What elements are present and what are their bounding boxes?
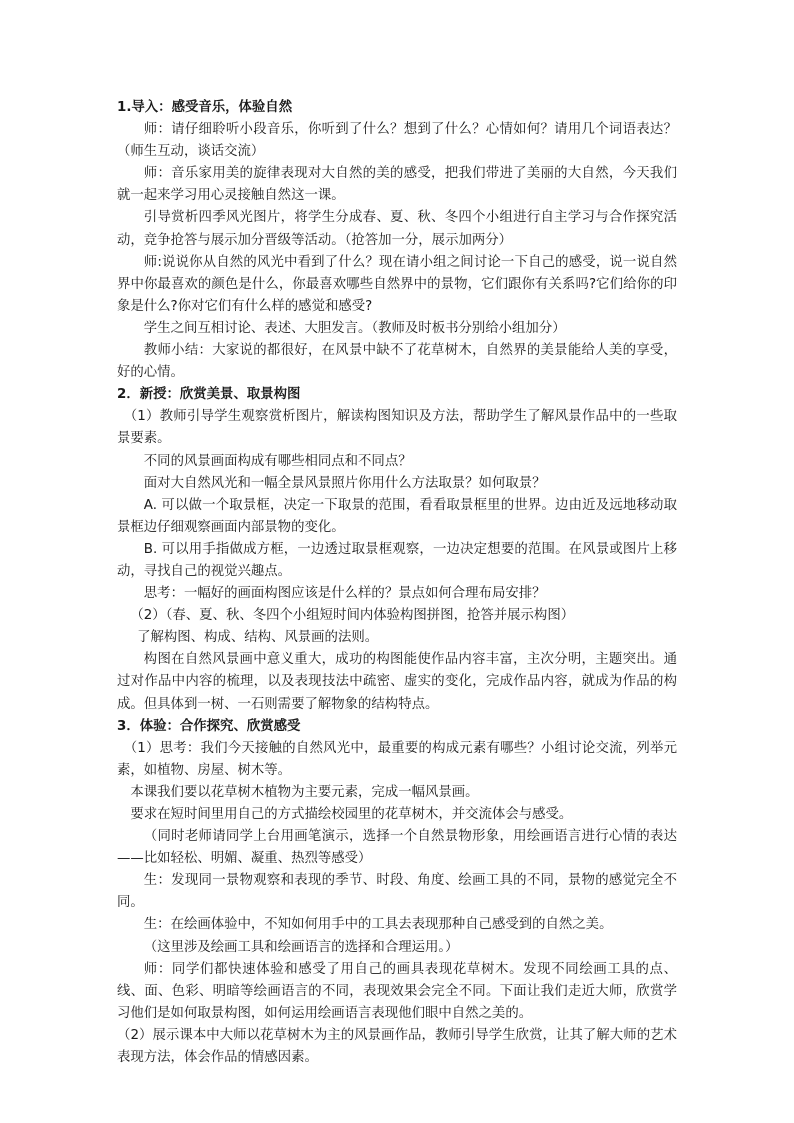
paragraph: 引导赏析四季风光图片，将学生分成春、夏、秋、冬四个小组进行自主学习与合作探究活动，竞争抢答与展示加分晋级等活动。（抢答加一分，展示加两分） bbox=[117, 210, 677, 248]
paragraph: 要求在短时间里用自己的方式描绘校园里的花草树木，并交流体会与感受。 bbox=[130, 807, 573, 822]
paragraph: （同时老师请同学上台用画笔演示，选择一个自然景物形象，用绘画语言进行心情的表达——比如轻松、明媚、凝重、热烈等感受） bbox=[117, 829, 677, 867]
paragraph: 构图在自然风景画中意义重大，成功的构图能使作品内容丰富，主次分明，主题突出。通过对作品中内容的梳理，以及表现技法中疏密、虚实的变化，完成作品内容，就成为作品的构成。但具体到一树、一石则需要了解物象的结构特点。 bbox=[117, 652, 677, 712]
paragraph: 了解构图、构成、结构、风景画的法则。 bbox=[137, 630, 379, 646]
paragraph: 生：在绘画体验中，不知如何用手中的工具去表现那种自己感受到的自然之美。 bbox=[143, 917, 613, 933]
paragraph: （2）展示课本中大师以花草树木为主的风景画作品，教师引导学生欣赏，让其了解大师的艺术表现方法，体会作品的情感因素。 bbox=[117, 1027, 677, 1066]
paragraph: 师:说说你从自然的风光中看到了什么？现在请小组之间讨论一下自己的感受，说一说自然界中你最喜欢的颜色是什么，你最喜欢哪些自然界中的景物，它们跟你有关系吗?它们给你的印象是什么?你对它们有什么样的感觉和感受? bbox=[117, 254, 677, 314]
paragraph: 教师小结：大家说的都很好，在风景中缺不了花草树木，自然界的美景能给人美的享受，好的心情。 bbox=[117, 343, 677, 381]
paragraph: B. 可以用手指做成方框，一边透过取景框观察，一边决定想要的范围。在风景或图片上移动，寻找自己的视觉兴趣点。 bbox=[117, 541, 677, 579]
paragraph: （1）思考：我们今天接触的自然风光中，最重要的构成元素有哪些？小组讨论交流，列举元素，如植物、房屋、树木等。 bbox=[117, 740, 677, 778]
paragraph: 不同的风景画面构成有哪些相同点和不同点？ bbox=[143, 453, 412, 469]
section-heading-experience: 3．体验：合作探究、欣赏感受 bbox=[117, 718, 301, 734]
paragraph: 师：同学们都快速体验和感受了用自己的画具表现花草树木。发现不同绘画工具的点、线、面、色彩、明暗等绘画语言的不同，表现效果会完全不同。下面让我们走近大师，欣赏学习他们是如何取景构图，如何运用绘画语言表现他们眼中自然之美的。 bbox=[117, 961, 677, 1021]
paragraph: 师：请仔细聆听小段音乐，你听到了什么？想到了什么？心情如何？请用几个词语表达？（师生互动，谈话交流） bbox=[117, 122, 677, 160]
paragraph: 学生之间互相讨论、表述、大胆发言。（教师及时板书分别给小组加分） bbox=[143, 320, 566, 336]
section-heading-new-lesson: 2．新授：欣赏美景、取景构图 bbox=[117, 387, 301, 403]
paragraph: （2）（春、夏、秋、冬四个小组短时间内体验构图拼图，抢答并展示构图） bbox=[130, 608, 575, 624]
paragraph: （1）教师引导学生观察赏析图片，解读构图知识及方法，帮助学生了解风景作品中的一些取景要素。 bbox=[117, 409, 677, 447]
paragraph: 面对大自然风光和一幅全景风景照片你用什么方法取景？如何取景？ bbox=[143, 475, 546, 491]
paragraph: 本课我们要以花草树木植物为主要元素，完成一幅风景画。 bbox=[130, 784, 479, 800]
paragraph: A. 可以做一个取景框，决定一下取景的范围，看看取景框里的世界。边由近及远地移动取景框边仔细观察画面内部景物的变化。 bbox=[117, 497, 677, 535]
paragraph: （这里涉及绘画工具和绘画语言的选择和合理运用。） bbox=[143, 939, 459, 955]
section-heading-intro: 1.导入：感受音乐，体验自然 bbox=[117, 100, 293, 115]
paragraph: 思考：一幅好的画面构图应该是什么样的？景点如何合理布局安排？ bbox=[143, 586, 546, 602]
paragraph: 生：发现同一景物观察和表现的季节、时段、角度、绘画工具的不同，景物的感觉完全不同。 bbox=[117, 873, 677, 911]
lesson-plan-body bbox=[117, 97, 677, 1069]
paragraph: 师：音乐家用美的旋律表现对大自然的美的感受，把我们带进了美丽的大自然，今天我们就一起来学习用心灵接触自然这一课。 bbox=[117, 166, 677, 204]
